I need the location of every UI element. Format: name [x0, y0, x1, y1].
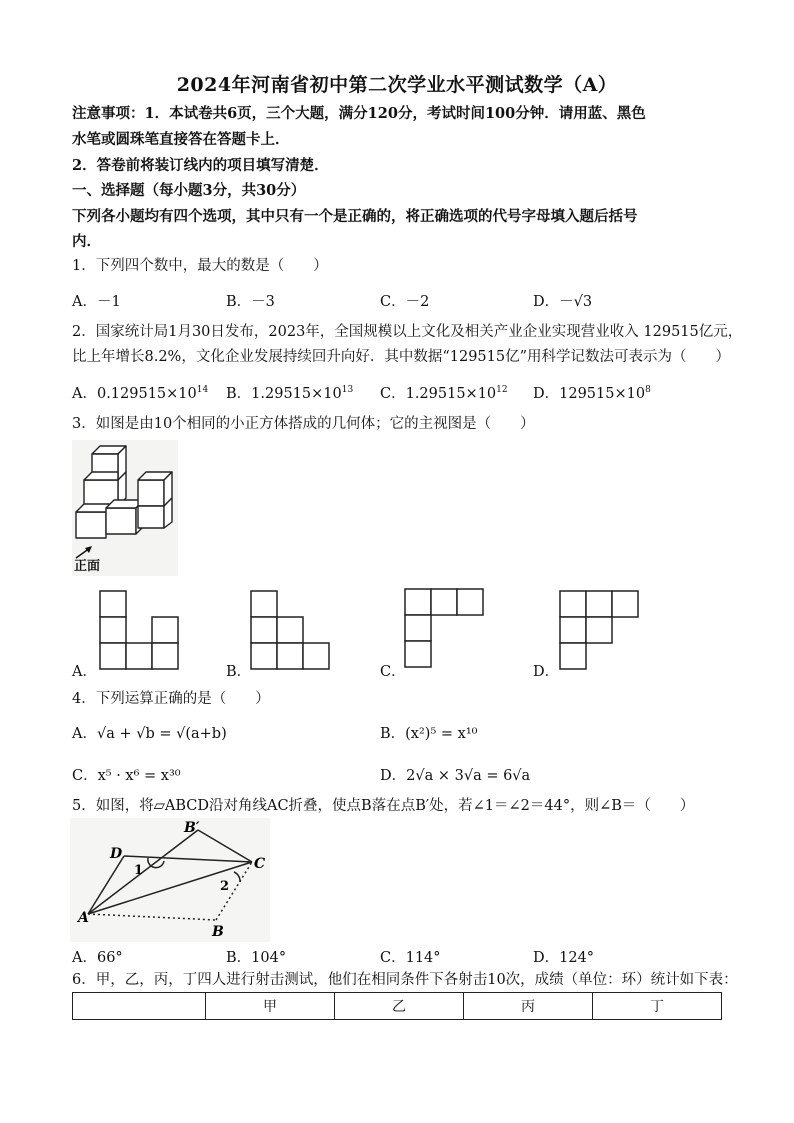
q2-option-d-base: D．129515×10 [533, 386, 646, 402]
q2-option-c-base: C．1.29515×10 [380, 386, 497, 402]
q2-option-c[interactable] [380, 382, 508, 403]
q5-option-c[interactable]: C．114° [380, 950, 441, 966]
q5-option-b[interactable]: B．104° [226, 950, 287, 966]
q2-option-b-base: B．1.29515×10 [226, 386, 342, 402]
q5-option-a[interactable]: A．66° [72, 950, 123, 966]
table-header-cell: 乙 [335, 993, 464, 1020]
q4-stem: 4．下列运算正确的是（ ） [72, 691, 270, 707]
q1-option-b[interactable]: B．－3 [226, 294, 275, 310]
q2-option-c-exp: 12 [496, 385, 508, 396]
q2-option-b-exp: 13 [341, 385, 354, 396]
q5-label-B-prime: B′ [184, 820, 200, 836]
q1-option-c[interactable]: C．－2 [380, 294, 430, 310]
q4-option-c[interactable]: C．x⁵ · x⁶ = x³⁰ [72, 768, 181, 784]
q5-label-C: C [254, 856, 266, 872]
q2-options [72, 382, 732, 404]
q5-label-B: B [212, 924, 224, 940]
table-header-cell: 丙 [464, 993, 593, 1020]
q3-option-d[interactable]: D． [533, 664, 560, 680]
q6-score-table [72, 992, 722, 1020]
q1-options [72, 290, 732, 312]
q2-stem-1: 2．国家统计局1月30日发布，2023年，全国规模以上文化及相关产业企业实现营业收入 129515亿元， [72, 324, 743, 340]
q4-option-d[interactable]: D．2√a × 3√a = 6√a [380, 768, 531, 784]
section-heading: 一、选择题（每小题3分，共30分） [72, 182, 306, 199]
q6-stem: 6．甲，乙，丙，丁四人进行射击测试，他们在相同条件下各射击10次，成绩（单位：环）统计如下表： [72, 972, 738, 988]
q3-option-labels [72, 660, 732, 682]
table-header-cell: 丁 [593, 993, 722, 1020]
q5-label-A: A [78, 910, 89, 926]
q4-options-row-1 [72, 722, 732, 744]
q2-option-d-exp: 8 [645, 385, 651, 396]
table-header-cell: 甲 [206, 993, 335, 1020]
section-instruction-1: 下列各小题均有四个选项，其中只有一个是正确的，将正确选项的代号字母填入题后括号 [72, 208, 638, 225]
q5-label-D: D [110, 846, 123, 862]
q2-option-a-base: A．0.129515×10 [72, 386, 197, 402]
q2-stem-2: 比上年增长8.2%，文化企业发展持续回升向好．其中数据“129515亿”用科学记数法可表示为（ ） [72, 349, 731, 365]
q2-option-a-exp: 14 [196, 385, 209, 396]
q5-parallelogram-figure [70, 818, 270, 942]
q5-options [72, 946, 732, 968]
q1-stem: 1．下列四个数中，最大的数是（ ） [72, 258, 328, 274]
page-title: 2024年河南省初中第二次学业水平测试数学（A） [176, 74, 618, 96]
q4-option-a[interactable]: A．√a + √b = √(a+b) [72, 726, 227, 742]
q3-stem: 3．如图是由10个相同的小正方体搭成的几何体；它的主视图是（ ） [72, 416, 535, 432]
q1-option-d[interactable]: D．－√3 [533, 294, 593, 310]
notice-line-2: 水笔或圆珠笔直接答在答题卡上． [72, 131, 290, 148]
q4-option-b[interactable]: B．(x²)⁵ = x¹⁰ [380, 726, 478, 742]
q5-angle-2: 2 [220, 879, 230, 894]
q4-options-row-2 [72, 764, 732, 786]
q3-front-label: 正面 [74, 559, 101, 574]
q5-option-d[interactable]: D．124° [533, 950, 595, 966]
table-row [73, 993, 722, 1020]
q5-angle-1: 1 [134, 863, 144, 878]
q2-option-a[interactable] [72, 382, 208, 403]
q3-option-b[interactable]: B． [226, 664, 252, 680]
q1-option-a[interactable]: A．－1 [72, 294, 121, 310]
q2-option-b[interactable] [226, 382, 353, 403]
notice-line-3: 2．答卷前将装订线内的项目填写清楚． [72, 157, 329, 174]
q5-stem: 5．如图，将▱ABCD沿对角线AC折叠，使点B落在点B′处，若∠1＝∠2＝44°，则∠B＝（ ） [72, 798, 695, 814]
notice-line-1: 注意事项：1．本试卷共6页，三个大题，满分120分，考试时间100分钟．请用蓝、黑色 [72, 105, 646, 122]
section-instruction-2: 内． [72, 233, 101, 250]
q3-option-a[interactable]: A． [72, 664, 97, 680]
table-header-cell [73, 993, 206, 1020]
q2-option-d[interactable] [533, 382, 651, 403]
q3-option-c[interactable]: C． [380, 664, 406, 680]
